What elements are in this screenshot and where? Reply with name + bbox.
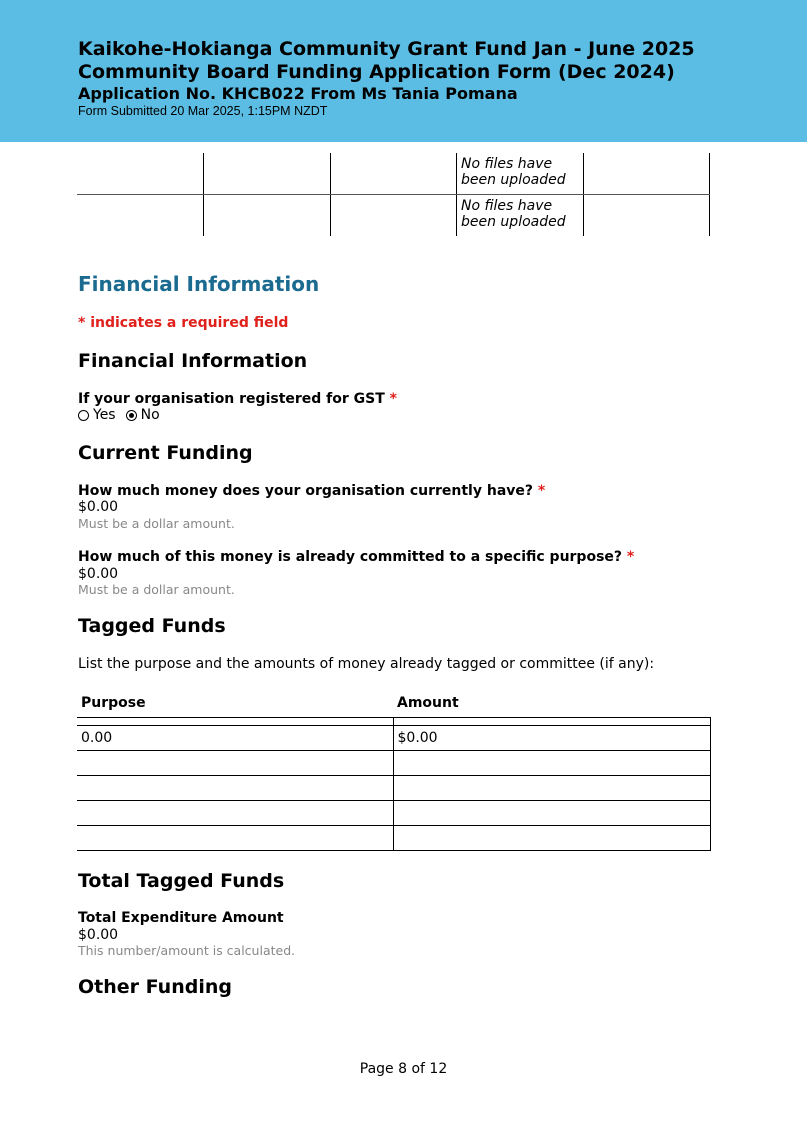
no-files-text: No files have been uploaded <box>461 198 566 230</box>
subsection-title-financial-information: Financial Information <box>78 350 308 372</box>
committed-hint: Must be a dollar amount. <box>78 582 235 597</box>
table-cell <box>204 195 331 237</box>
money-question <box>78 483 545 499</box>
purpose-cell <box>77 826 393 851</box>
required-star: * <box>537 483 546 499</box>
total-expenditure-value: $0.00 <box>78 927 119 943</box>
table-cell <box>77 153 204 195</box>
table-row <box>77 826 710 851</box>
subsection-title-tagged-funds: Tagged Funds <box>78 615 226 637</box>
table-row <box>77 726 710 751</box>
table-cell <box>393 718 710 726</box>
form-header <box>0 0 807 142</box>
gst-option-yes[interactable] <box>78 407 116 423</box>
form-subtitle: Community Board Funding Application Form (Dec 2024) <box>78 61 675 83</box>
table-cell <box>583 195 710 237</box>
table-row <box>77 195 710 237</box>
committed-value: $0.00 <box>78 566 119 582</box>
gst-question <box>78 391 397 407</box>
radio-unselected-icon[interactable] <box>78 410 89 421</box>
purpose-cell <box>77 801 393 826</box>
radio-selected-icon[interactable] <box>126 410 137 421</box>
amount-cell <box>393 801 710 826</box>
gst-question-label: If your organisation registered for GST <box>78 391 385 407</box>
table-cell <box>330 195 457 237</box>
files-table <box>77 153 710 236</box>
file-status-cell <box>457 153 584 195</box>
amount-cell <box>393 776 710 801</box>
subsection-title-other-funding: Other Funding <box>78 976 232 998</box>
purpose-cell <box>77 751 393 776</box>
column-header-purpose: Purpose <box>81 695 146 711</box>
submitted-timestamp: Form Submitted 20 Mar 2025, 1:15PM NZDT <box>78 104 328 118</box>
money-hint: Must be a dollar amount. <box>78 516 235 531</box>
subsection-title-current-funding: Current Funding <box>78 442 253 464</box>
subsection-title-total-tagged-funds: Total Tagged Funds <box>78 870 285 892</box>
file-status-cell <box>457 195 584 237</box>
purpose-cell <box>77 776 393 801</box>
table-cell <box>330 153 457 195</box>
purpose-cell: 0.00 <box>77 726 393 751</box>
table-row <box>77 776 710 801</box>
table-cell <box>583 153 710 195</box>
header-divider-row <box>77 718 710 726</box>
committed-question-label: How much of this money is already committed to a specific purpose? <box>78 549 623 565</box>
required-field-note: * indicates a required field <box>78 315 289 331</box>
amount-cell <box>393 826 710 851</box>
total-expenditure-hint: This number/amount is calculated. <box>78 943 296 958</box>
gst-radio-group <box>78 407 160 423</box>
application-number: Application No. KHCB022 From Ms Tania Pomana <box>78 84 518 103</box>
amount-cell <box>393 751 710 776</box>
money-question-label: How much money does your organisation currently have? <box>78 483 534 499</box>
tagged-funds-description: List the purpose and the amounts of money already tagged or committee (if any): <box>78 656 655 672</box>
tagged-funds-table <box>77 695 711 851</box>
committed-question <box>78 549 634 565</box>
gst-option-label: No <box>140 407 160 423</box>
column-header-amount: Amount <box>397 695 459 711</box>
gst-option-no[interactable] <box>126 407 160 423</box>
required-star: * <box>626 549 635 565</box>
page-number: Page 8 of 12 <box>359 1061 448 1077</box>
section-title-financial-information: Financial Information <box>78 272 320 296</box>
table-cell <box>204 153 331 195</box>
table-row <box>77 153 710 195</box>
table-cell <box>77 718 393 726</box>
table-cell <box>77 195 204 237</box>
money-value: $0.00 <box>78 499 119 515</box>
no-files-text: No files have been uploaded <box>461 156 566 188</box>
form-title: Kaikohe-Hokianga Community Grant Fund Jan - June 2025 <box>78 38 695 60</box>
amount-cell: $0.00 <box>393 726 710 751</box>
table-header-row <box>77 695 710 718</box>
required-star: * <box>389 391 397 407</box>
total-expenditure-label: Total Expenditure Amount <box>78 910 284 926</box>
gst-option-label: Yes <box>93 407 116 423</box>
table-row <box>77 801 710 826</box>
table-row <box>77 751 710 776</box>
